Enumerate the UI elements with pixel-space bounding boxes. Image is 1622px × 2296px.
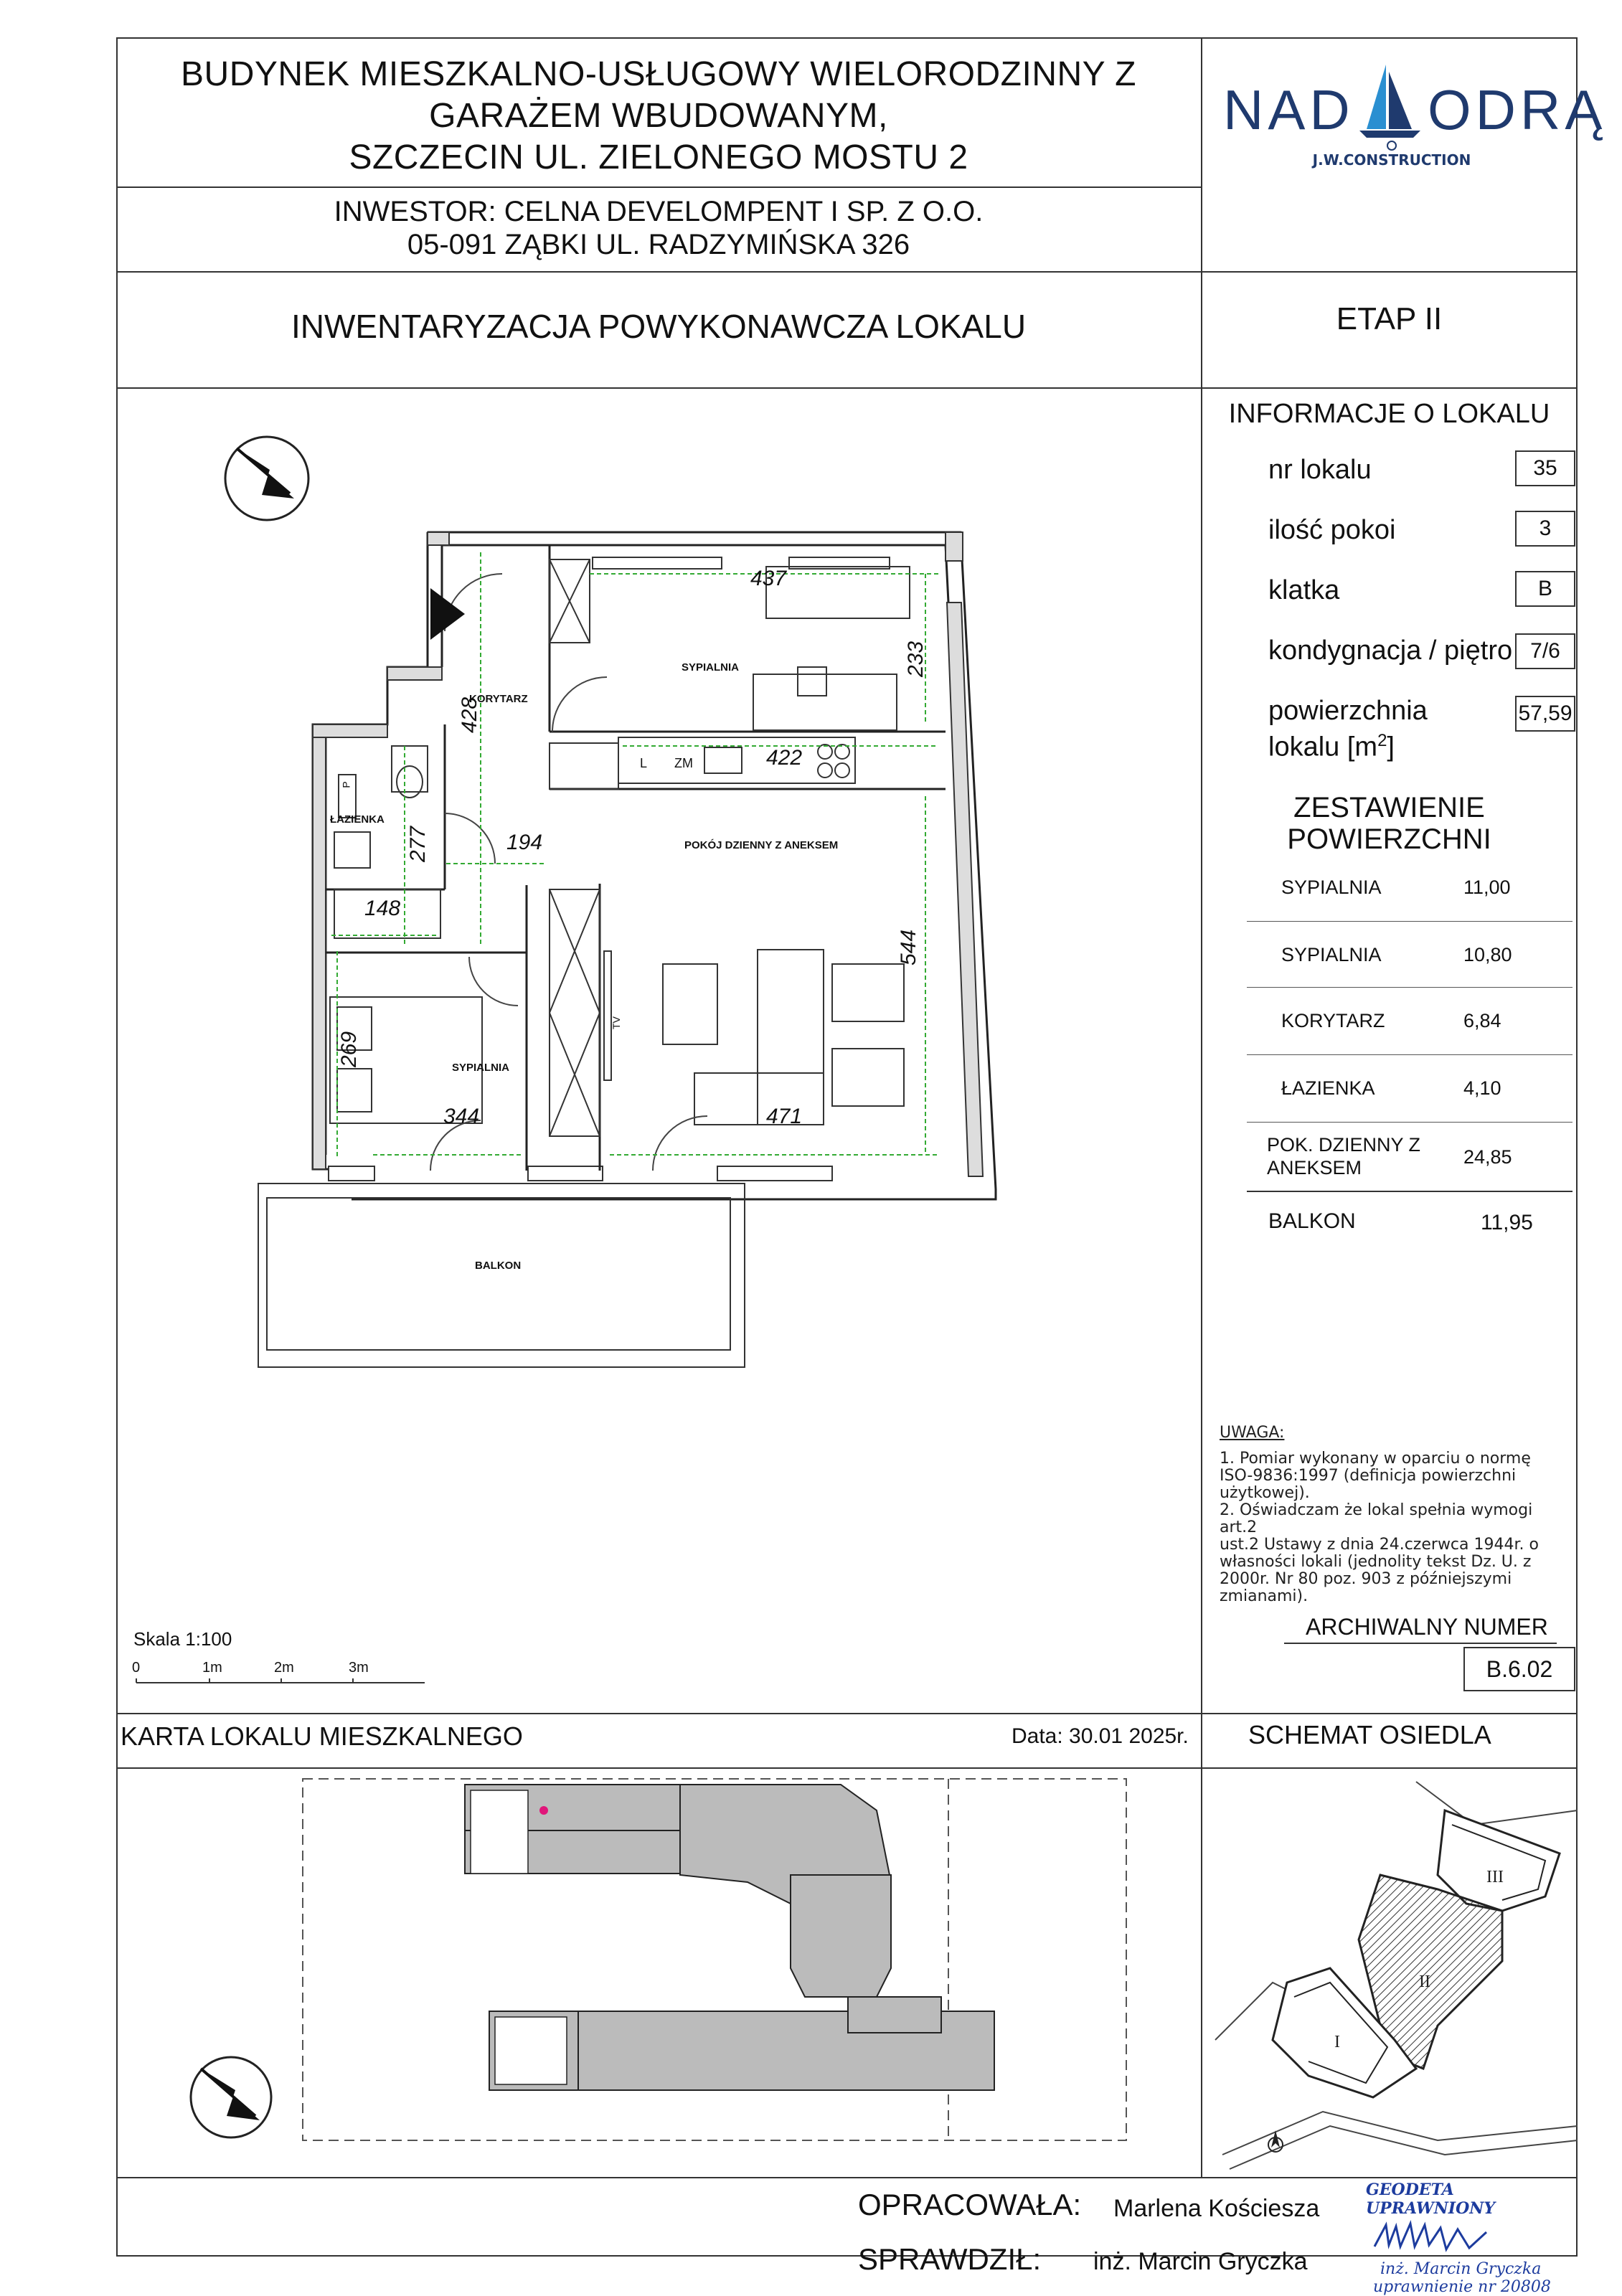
summary-line-2 bbox=[1247, 987, 1573, 988]
scale-tick-3: 3m bbox=[349, 1660, 369, 1676]
signature-icon bbox=[1372, 2218, 1537, 2261]
scale-tick-2: 2m bbox=[274, 1660, 294, 1676]
dim-269: 269 bbox=[337, 1031, 362, 1068]
archive-label: ARCHIWALNY NUMER bbox=[1306, 1614, 1548, 1640]
dim-148: 148 bbox=[364, 897, 401, 920]
sailboat-icon bbox=[1359, 65, 1420, 138]
summary-value-1: 11,00 bbox=[1463, 877, 1511, 898]
summary-label-2: SYPIALNIA bbox=[1281, 944, 1382, 965]
notes-line-4: 2. Oświadczam że lokal spełnia wymogi art.2 bbox=[1220, 1501, 1533, 1536]
logo-text-left: NAD bbox=[1223, 78, 1354, 141]
surveyor-stamp bbox=[1356, 2181, 1585, 2296]
summary-value-3: 6,84 bbox=[1463, 1010, 1501, 1031]
summary-line-1 bbox=[1247, 921, 1573, 922]
scale-tick-1: 1m bbox=[202, 1660, 222, 1676]
info-value-staircase: B bbox=[1515, 571, 1575, 607]
room-label-corridor: KORYTARZ bbox=[469, 693, 528, 705]
investor-block bbox=[116, 195, 1201, 261]
summary-line-5 bbox=[1247, 1191, 1573, 1192]
document-title: INWENTARYZACJA POWYKONAWCZA LOKALU bbox=[291, 308, 1027, 345]
unit-location-marker bbox=[539, 1806, 548, 1815]
notes-line-8: zmianami). bbox=[1220, 1587, 1309, 1605]
bathroom-p-label: P bbox=[340, 781, 352, 788]
site-north-arrow-icon bbox=[191, 2057, 271, 2137]
card-date: Data: 30.01 2025r. bbox=[1012, 1724, 1189, 1748]
checked-label: SPRAWDZIŁ: bbox=[858, 2242, 1042, 2276]
info-value-area: 57,59 bbox=[1515, 696, 1575, 732]
info-label-rooms: ilość pokoi bbox=[1268, 515, 1396, 545]
room-label-bathroom: ŁAZIENKA bbox=[330, 813, 385, 826]
prepared-name: Marlena Kościesza bbox=[1113, 2195, 1320, 2222]
scale-label: Skala 1:100 bbox=[133, 1628, 232, 1650]
kitchen-label-zm: ZM bbox=[674, 756, 693, 770]
dim-233: 233 bbox=[904, 641, 928, 678]
floor-plan bbox=[116, 387, 1201, 1713]
kitchen-label-l: L bbox=[640, 756, 648, 770]
room-label-bedroom-bottom: SYPIALNIA bbox=[452, 1062, 510, 1074]
entrance-arrow-icon bbox=[430, 588, 465, 640]
prepared-label: OPRACOWAŁA: bbox=[858, 2188, 1082, 2221]
row-line-2 bbox=[116, 271, 1578, 273]
summary-label-5-line-2: ANEKSEM bbox=[1267, 1157, 1362, 1178]
checked-name: inż. Marcin Gryczka bbox=[1093, 2248, 1308, 2275]
info-label-area bbox=[1268, 696, 1428, 762]
stamp-title: GEODETA UPRAWNIONY bbox=[1366, 2181, 1496, 2218]
area-unit-text: lokalu [m bbox=[1268, 732, 1378, 762]
info-value-floor: 7/6 bbox=[1515, 633, 1575, 669]
info-value-number: 35 bbox=[1515, 450, 1575, 486]
scheme-title: SCHEMAT OSIEDLA bbox=[1248, 1720, 1491, 1749]
info-label-number: nr lokalu bbox=[1268, 455, 1372, 485]
scheme-label-i: I bbox=[1334, 2033, 1340, 2051]
summary-balcony-value: 11,95 bbox=[1481, 1211, 1533, 1234]
dim-471: 471 bbox=[766, 1105, 803, 1128]
info-label-area-line-1: powierzchnia bbox=[1268, 696, 1428, 726]
project-title bbox=[116, 54, 1201, 179]
stamp-name: inż. Marcin Gryczka bbox=[1380, 2260, 1542, 2278]
logo-subtitle: J.W.CONSTRUCTION bbox=[1312, 151, 1471, 169]
project-title-line-2: GARAŻEM WBUDOWANYM, bbox=[429, 97, 888, 135]
investor-line-2: 05-091 ZĄBKI UL. RADZYMIŃSKA 326 bbox=[407, 229, 910, 260]
summary-line-4 bbox=[1247, 1122, 1573, 1123]
area-unit-sup: 2 bbox=[1377, 731, 1387, 750]
stage-label: ETAP II bbox=[1336, 301, 1443, 336]
summary-heading-line-2: POWIERZCHNI bbox=[1287, 823, 1491, 855]
info-label-floor: kondygnacja / piętro bbox=[1268, 636, 1513, 666]
tv-label: TV bbox=[610, 1016, 622, 1029]
scheme-label-iii: III bbox=[1486, 1868, 1504, 1886]
row-line-6 bbox=[116, 2177, 1578, 2178]
header-divider bbox=[1201, 37, 1202, 1713]
summary-label-3: KORYTARZ bbox=[1281, 1010, 1385, 1031]
project-title-line-3: SZCZECIN UL. ZIELONEGO MOSTU 2 bbox=[349, 138, 968, 176]
summary-value-4: 4,10 bbox=[1463, 1077, 1501, 1099]
info-label-staircase: klatka bbox=[1268, 575, 1340, 605]
summary-value-5: 24,85 bbox=[1463, 1146, 1512, 1168]
dim-428: 428 bbox=[458, 696, 482, 734]
notes-line-2: ISO-9836:1997 (definicja powierzchni bbox=[1220, 1467, 1517, 1485]
stamp-licence: uprawnienie nr 20808 bbox=[1373, 2278, 1551, 2296]
card-title: KARTA LOKALU MIESZKALNEGO bbox=[121, 1721, 523, 1751]
site-overview bbox=[116, 1767, 1201, 2177]
project-title-line-1: BUDYNEK MIESZKALNO-USŁUGOWY WIELORODZINNY Z bbox=[181, 55, 1136, 93]
notes-line-7: 2000r. Nr 80 poz. 903 z późniejszymi bbox=[1220, 1570, 1512, 1588]
summary-label-5 bbox=[1267, 1133, 1420, 1179]
estate-scheme bbox=[1201, 1767, 1578, 2177]
notes-block bbox=[1220, 1425, 1571, 1605]
summary-heading bbox=[1201, 792, 1578, 855]
info-heading: INFORMACJE O LOKALU bbox=[1228, 399, 1550, 429]
company-logo bbox=[1220, 50, 1607, 172]
dim-344: 344 bbox=[443, 1105, 480, 1128]
dim-422: 422 bbox=[766, 746, 803, 770]
logo-text-right: ODRĄ bbox=[1428, 78, 1607, 141]
room-label-living: POKÓJ DZIENNY Z ANEKSEM bbox=[684, 839, 839, 851]
investor-line-1: INWESTOR: CELNA DEVELOMPENT I SP. Z O.O. bbox=[334, 196, 984, 227]
row-line-4 bbox=[116, 1713, 1578, 1714]
north-arrow-icon bbox=[225, 437, 308, 520]
notes-line-1: 1. Pomiar wykonany w oparciu o normę bbox=[1220, 1450, 1531, 1468]
summary-label-1: SYPIALNIA bbox=[1281, 877, 1382, 898]
dim-544: 544 bbox=[897, 929, 921, 966]
dim-194: 194 bbox=[506, 831, 543, 854]
notes-line-5: ust.2 Ustawy z dnia 24.czerwca 1944r. o bbox=[1220, 1536, 1539, 1554]
summary-value-2: 10,80 bbox=[1463, 944, 1512, 965]
archive-value: B.6.02 bbox=[1463, 1647, 1575, 1691]
notes-line-3: użytkowej). bbox=[1220, 1484, 1310, 1502]
summary-heading-line-1: ZESTAWIENIE bbox=[1293, 792, 1485, 823]
summary-label-5-line-1: POK. DZIENNY Z bbox=[1267, 1134, 1421, 1156]
scale-tick-0: 0 bbox=[132, 1660, 141, 1676]
notes-line-6: własności lokali (jednolity tekst Dz. U. z bbox=[1220, 1553, 1532, 1571]
room-label-balcony: BALKON bbox=[475, 1260, 522, 1272]
row-line-1 bbox=[116, 186, 1201, 188]
info-label-area-line-2 bbox=[1268, 726, 1428, 762]
summary-line-3 bbox=[1247, 1054, 1573, 1055]
summary-balcony-label: BALKON bbox=[1268, 1209, 1356, 1233]
archive-underline bbox=[1284, 1643, 1557, 1644]
summary-label-4: ŁAZIENKA bbox=[1281, 1077, 1375, 1099]
info-value-rooms: 3 bbox=[1515, 511, 1575, 547]
dim-437: 437 bbox=[750, 567, 787, 590]
area-unit-end: ] bbox=[1387, 732, 1395, 762]
dim-277: 277 bbox=[406, 826, 430, 863]
scheme-label-ii: II bbox=[1419, 1973, 1430, 1991]
room-label-bedroom-top: SYPIALNIA bbox=[682, 661, 740, 674]
notes-heading: UWAGA: bbox=[1220, 1424, 1285, 1442]
